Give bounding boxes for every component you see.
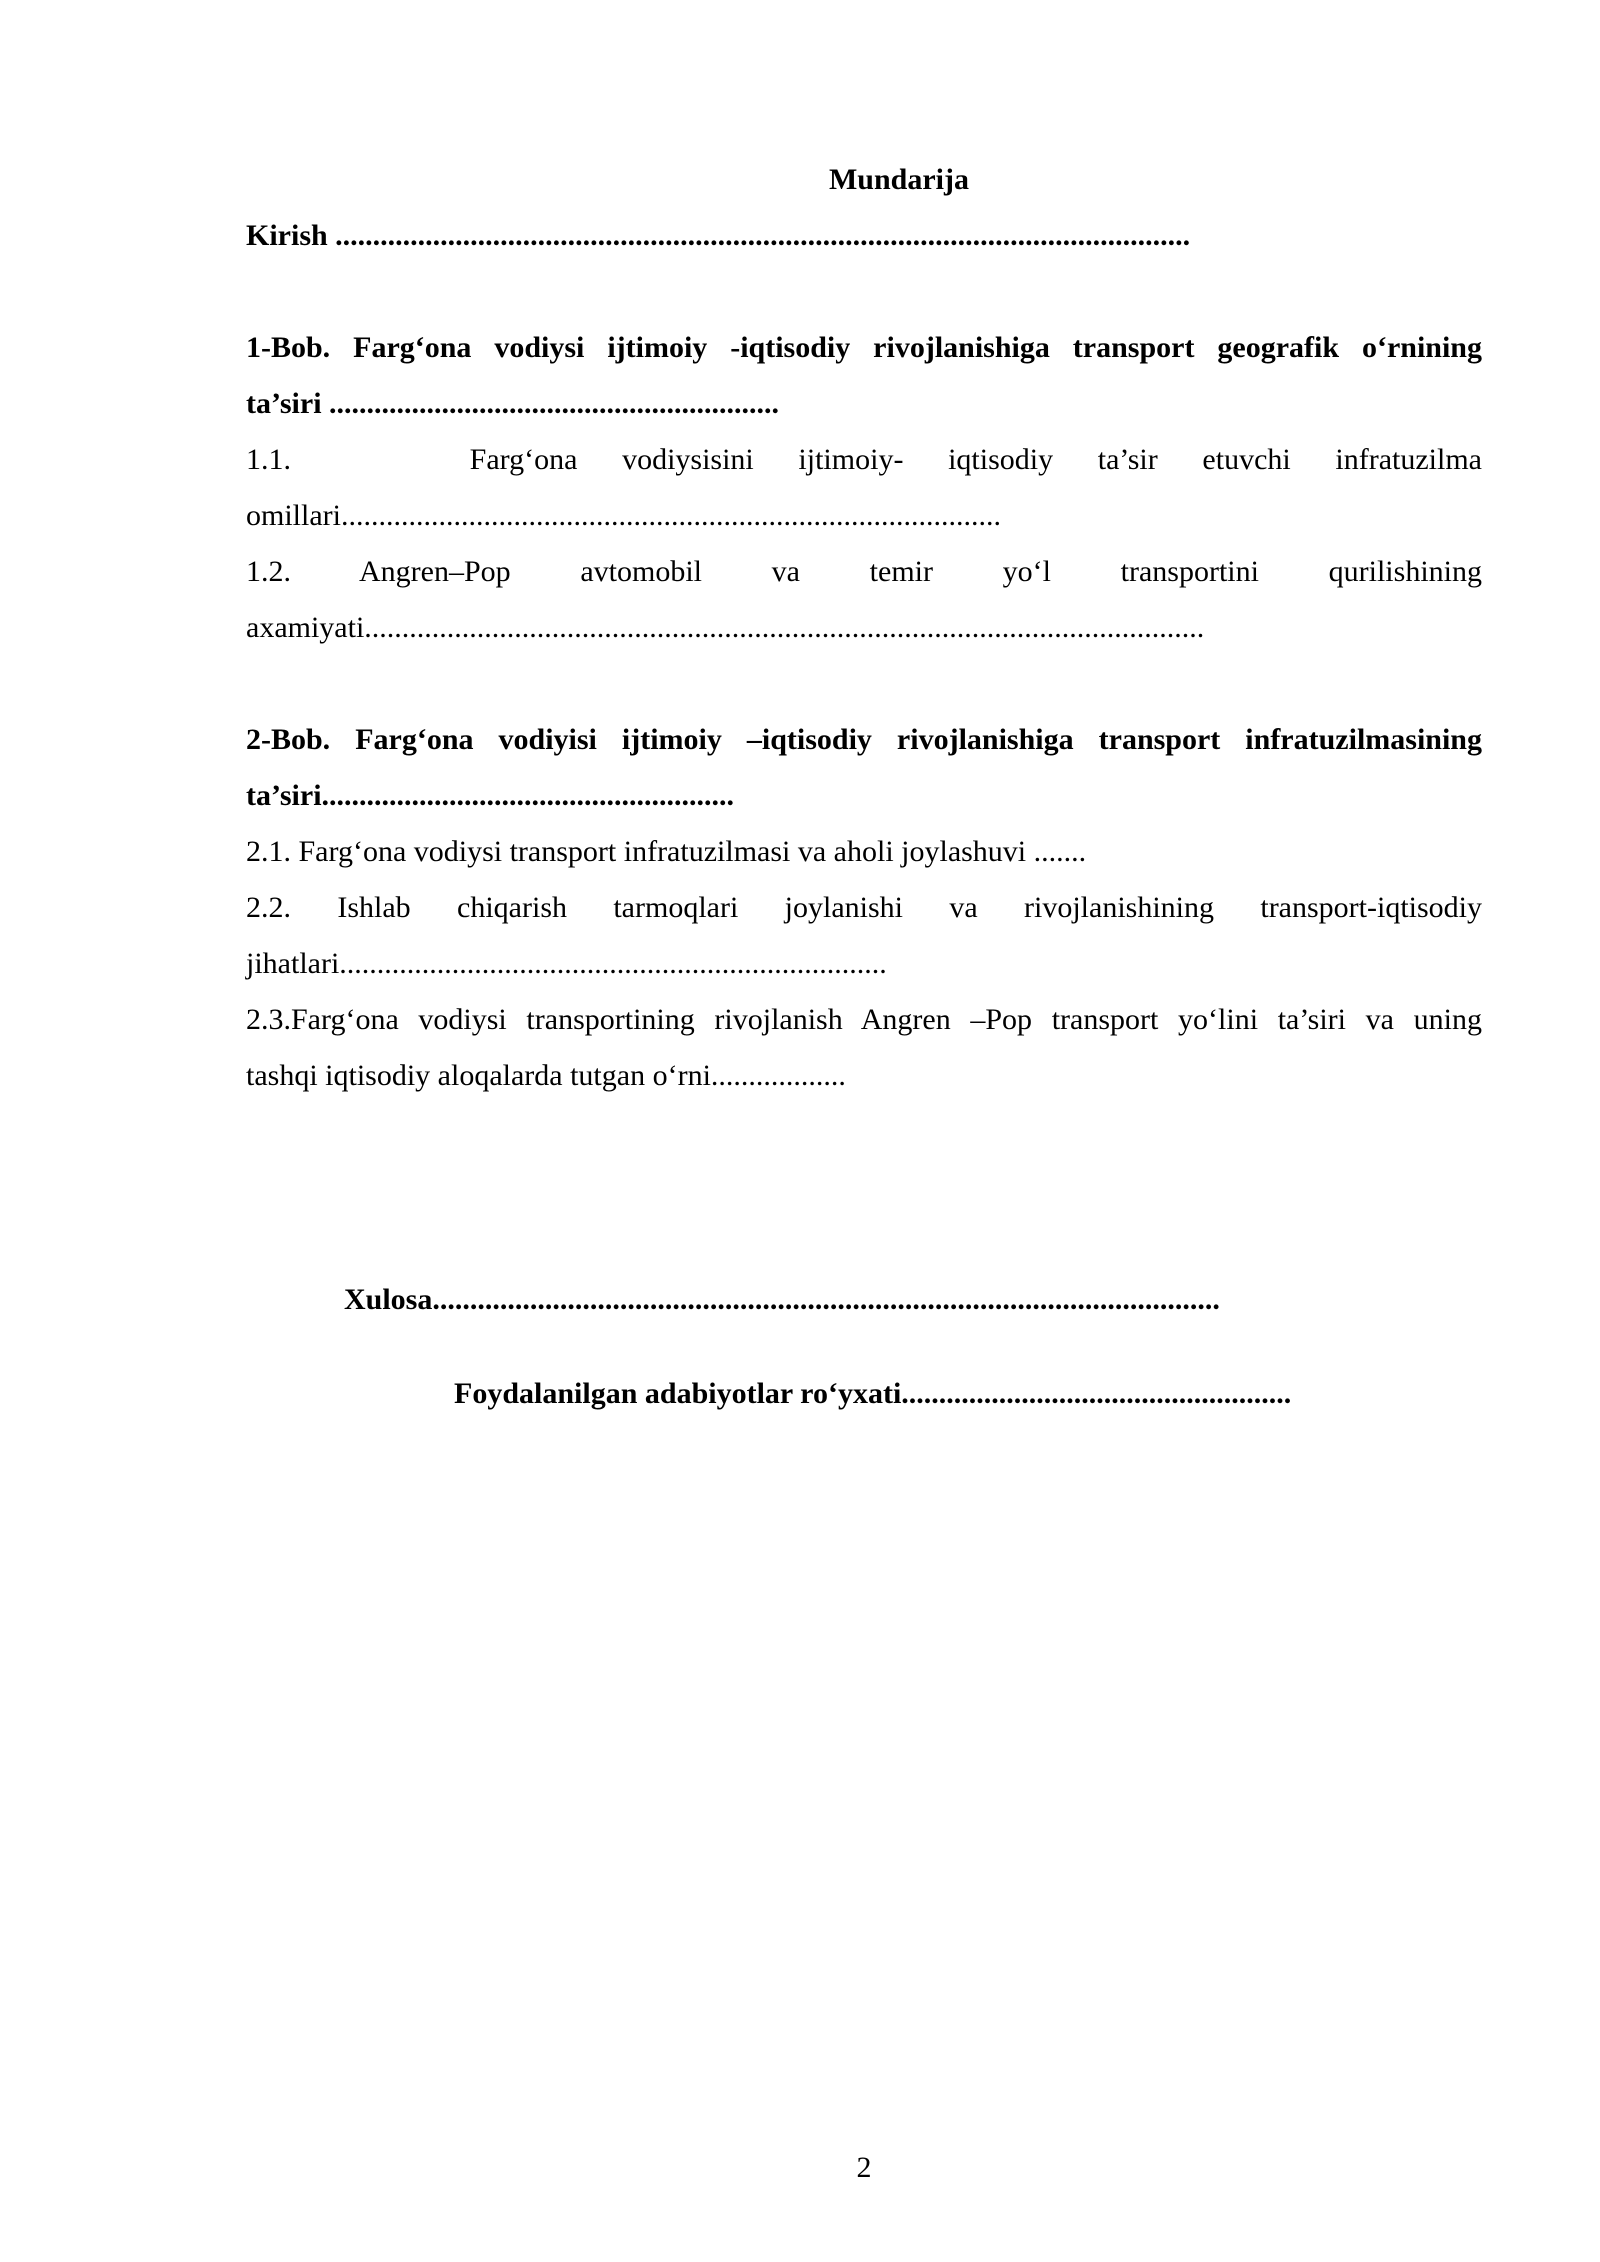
spacer: [246, 1104, 1482, 1272]
toc-entry-section-2-3-line-1: 2.3.Farg‘ona vodiysi transportining rivojlanish Angren –Pop transport yo‘lini ta’siri va uning: [246, 1003, 1482, 1036]
toc-entry-section-1-1-line-1: 1.1. Farg‘ona vodiysisini ijtimoiy- iqtisodiy ta’sir etuvchi infratuzilma: [246, 443, 1482, 476]
toc-title: Mundarija: [828, 163, 969, 196]
toc-entry-chapter-1-line-2: ta’siri ............................................................: [246, 387, 780, 420]
toc-entry-section-1-2-line-1: 1.2. Angren–Pop avtomobil va temir yo‘l transportini qurilishining: [246, 555, 1482, 588]
toc-entry-section-2-2-line-2: jihatlari.........................................................................: [246, 947, 887, 980]
toc-entry-chapter-2-line-2: ta’siri.......................................................: [246, 779, 735, 812]
toc-entry-kirish: Kirish ..................................................................................................................: [246, 219, 1191, 252]
page-number: 2: [856, 2151, 872, 2184]
spacer: [246, 656, 1482, 712]
toc-entry-section-2-2-line-1: 2.2. Ishlab chiqarish tarmoqlari joylanishi va rivojlanishining transport-iqtisodiy: [246, 891, 1482, 924]
toc-entry-foydalanilgan-adabiyotlar: Foydalanilgan adabiyotlar ro‘yxati....................................................: [454, 1377, 1292, 1410]
document-page: [246, 152, 1482, 1422]
toc-entry-section-2-1: 2.1. Farg‘ona vodiysi transport infratuzilmasi va aholi joylashuvi .......: [246, 835, 1087, 868]
toc-entry-section-1-1-line-2: omillari........................................................................................: [246, 499, 1001, 532]
toc-entry-section-1-2-line-2: axamiyati................................................................................................................: [246, 611, 1205, 644]
toc-entry-xulosa: Xulosa.........................................................................................................: [344, 1283, 1220, 1316]
toc-entry-chapter-2-line-1: 2-Bob. Farg‘ona vodiyisi ijtimoiy –iqtisodiy rivojlanishiga transport infratuzilmasining: [246, 723, 1482, 756]
toc-entry-chapter-1-line-1: 1-Bob. Farg‘ona vodiysi ijtimoiy -iqtisodiy rivojlanishiga transport geografik o‘rnining: [246, 331, 1482, 364]
toc-entry-section-2-3-line-2: tashqi iqtisodiy aloqalarda tutgan o‘rni..................: [246, 1059, 846, 1092]
spacer: [246, 264, 1482, 320]
